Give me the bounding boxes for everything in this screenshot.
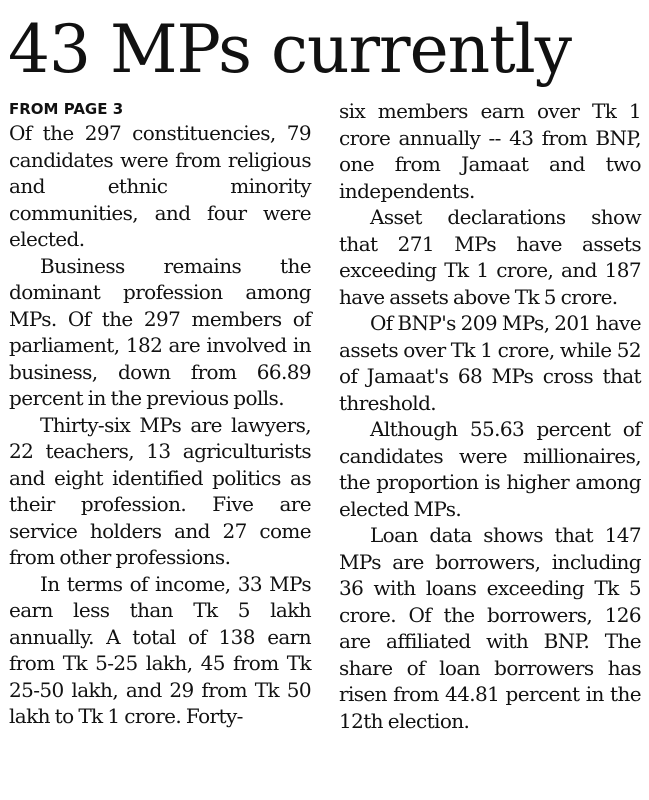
paragraph: Thirty-six MPs are lawyers, 22 teachers, 13 agriculturists and eight identified politics as their profession. Five are service holders and 27 come from other professions.	[9, 412, 311, 569]
article-column-right	[339, 98, 641, 734]
paragraph: Business remains the dominant profession among MPs. Of the 297 members of parliament, 182 are involved in business, down from 66.89 percent in the previous polls.	[9, 253, 311, 410]
paragraph: six members earn over Tk 1 crore annually -- 43 from BNP, one from Jamaat and two independents.	[339, 99, 641, 203]
paragraph: Asset declarations show that 271 MPs have assets exceeding Tk 1 crore, and 187 have assets above Tk 5 crore.	[339, 205, 641, 309]
paragraph: Of BNP's 209 MPs, 201 have assets over Tk 1 crore, while 52 of Jamaat's 68 MPs cross that threshold.	[339, 311, 641, 415]
paragraph: Of the 297 constituencies, 79 candidates were from religious and ethnic minority communities, and four were elected.	[9, 121, 311, 251]
headline: 43 MPs currently	[8, 11, 572, 88]
paragraph: Although 55.63 percent of candidates were millionaires, the proportion is higher among elected MPs.	[339, 417, 641, 521]
continuation-kicker: FROM PAGE 3	[9, 100, 124, 118]
paragraph: Loan data shows that 147 MPs are borrowers, including 36 with loans exceeding Tk 5 crore. Of the borrowers, 126 are affiliated with BNP. The share of loan borrowers has risen from 44.81 percent in the 12th election.	[339, 523, 641, 733]
paragraph: In terms of income, 33 MPs earn less than Tk 5 lakh annually. A total of 138 earn from Tk 5-25 lakh, 45 from Tk 25-50 lakh, and 29 from Tk 50 lakh to Tk 1 crore. Forty-	[9, 571, 311, 728]
article-column-left	[9, 98, 311, 730]
